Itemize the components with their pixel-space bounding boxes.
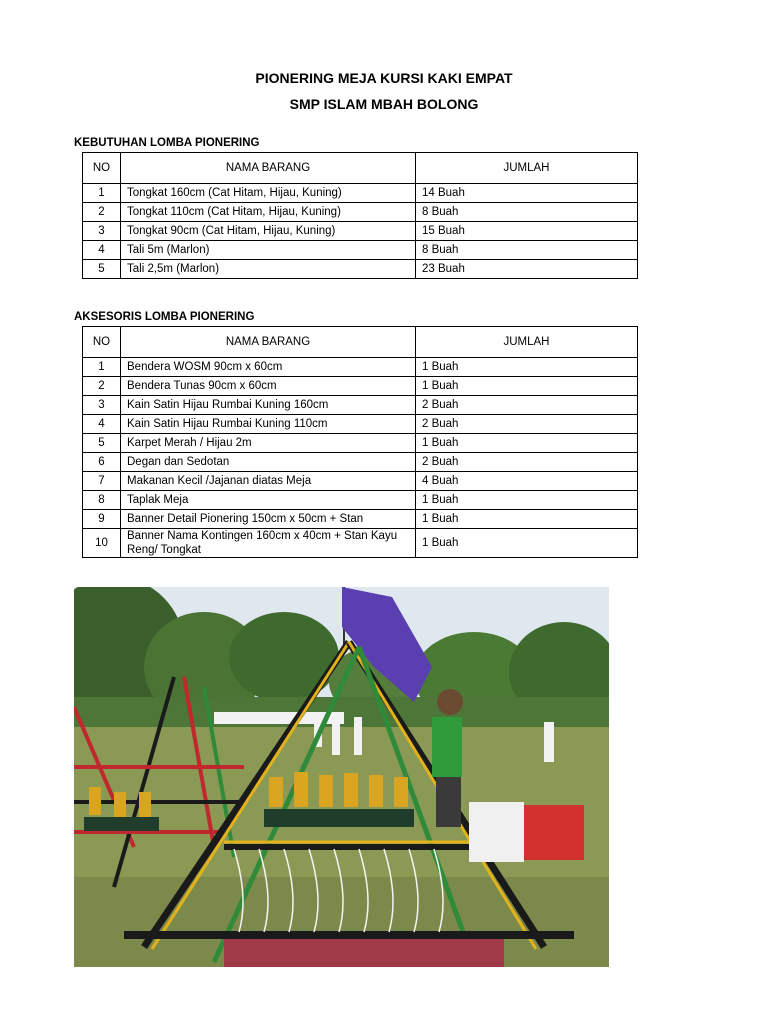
- cell-no: 8: [83, 491, 121, 510]
- table-header-row: [83, 327, 638, 358]
- table-row: [83, 358, 638, 377]
- table-row: [83, 241, 638, 260]
- cell-qty: 2 Buah: [416, 453, 638, 472]
- cell-qty: 1 Buah: [416, 510, 638, 529]
- cell-name: Tongkat 160cm (Cat Hitam, Hijau, Kuning): [121, 184, 416, 203]
- cell-qty: 1 Buah: [416, 377, 638, 396]
- table-row: [83, 222, 638, 241]
- cell-name: Bendera Tunas 90cm x 60cm: [121, 377, 416, 396]
- aksesoris-table: [82, 326, 638, 558]
- cell-no: 9: [83, 510, 121, 529]
- cell-name: Banner Nama Kontingen 160cm x 40cm + Stan Kayu Reng/ Tongkat: [121, 529, 416, 558]
- table-row: [83, 491, 638, 510]
- table-row: [83, 377, 638, 396]
- cell-name: Tali 5m (Marlon): [121, 241, 416, 260]
- table-row: [83, 396, 638, 415]
- cell-name: Banner Detail Pionering 150cm x 50cm + Stan: [121, 510, 416, 529]
- cell-qty: 8 Buah: [416, 241, 638, 260]
- header-name: NAMA BARANG: [121, 327, 416, 358]
- header-no: NO: [83, 153, 121, 184]
- document-title: PIONERING MEJA KURSI KAKI EMPAT: [255, 70, 513, 86]
- cell-name: Karpet Merah / Hijau 2m: [121, 434, 416, 453]
- cell-name: Degan dan Sedotan: [121, 453, 416, 472]
- table-row: [83, 510, 638, 529]
- cell-no: 3: [83, 222, 121, 241]
- cell-no: 1: [83, 184, 121, 203]
- cell-qty: 4 Buah: [416, 472, 638, 491]
- cell-qty: 1 Buah: [416, 358, 638, 377]
- cell-name: Kain Satin Hijau Rumbai Kuning 160cm: [121, 396, 416, 415]
- cell-no: 5: [83, 434, 121, 453]
- cell-no: 4: [83, 415, 121, 434]
- photo-boxes: [469, 802, 584, 862]
- cell-name: Tongkat 90cm (Cat Hitam, Hijau, Kuning): [121, 222, 416, 241]
- table-row: [83, 415, 638, 434]
- cell-name: Tongkat 110cm (Cat Hitam, Hijau, Kuning): [121, 203, 416, 222]
- cell-no: 10: [83, 529, 121, 558]
- cell-no: 7: [83, 472, 121, 491]
- section-label-aksesoris: AKSESORIS LOMBA PIONERING: [74, 311, 255, 323]
- table-row: [83, 529, 638, 558]
- cell-qty: 2 Buah: [416, 415, 638, 434]
- header-no: NO: [83, 327, 121, 358]
- table-row: [83, 472, 638, 491]
- cell-name: Kain Satin Hijau Rumbai Kuning 110cm: [121, 415, 416, 434]
- cell-no: 4: [83, 241, 121, 260]
- kebutuhan-table: [82, 152, 638, 279]
- cell-qty: 1 Buah: [416, 491, 638, 510]
- cell-qty: 14 Buah: [416, 184, 638, 203]
- header-qty: JUMLAH: [416, 153, 638, 184]
- cell-no: 6: [83, 453, 121, 472]
- cell-no: 3: [83, 396, 121, 415]
- table-row: [83, 260, 638, 279]
- pionering-photo: [74, 587, 609, 967]
- cell-name: Makanan Kecil /Jajanan diatas Meja: [121, 472, 416, 491]
- cell-name: Bendera WOSM 90cm x 60cm: [121, 358, 416, 377]
- cell-qty: 23 Buah: [416, 260, 638, 279]
- cell-name: Taplak Meja: [121, 491, 416, 510]
- cell-qty: 1 Buah: [416, 434, 638, 453]
- cell-qty: 2 Buah: [416, 396, 638, 415]
- cell-name: Tali 2,5m (Marlon): [121, 260, 416, 279]
- table-header-row: [83, 153, 638, 184]
- cell-no: 5: [83, 260, 121, 279]
- cell-qty: 15 Buah: [416, 222, 638, 241]
- table-row: [83, 203, 638, 222]
- cell-no: 2: [83, 377, 121, 396]
- section-label-kebutuhan: KEBUTUHAN LOMBA PIONERING: [74, 137, 260, 149]
- table-row: [83, 453, 638, 472]
- cell-qty: 8 Buah: [416, 203, 638, 222]
- table-row: [83, 434, 638, 453]
- cell-qty: 1 Buah: [416, 529, 638, 558]
- document-subtitle: SMP ISLAM MBAH BOLONG: [289, 96, 479, 112]
- header-name: NAMA BARANG: [121, 153, 416, 184]
- cell-no: 1: [83, 358, 121, 377]
- table-row: [83, 184, 638, 203]
- cell-no: 2: [83, 203, 121, 222]
- header-qty: JUMLAH: [416, 327, 638, 358]
